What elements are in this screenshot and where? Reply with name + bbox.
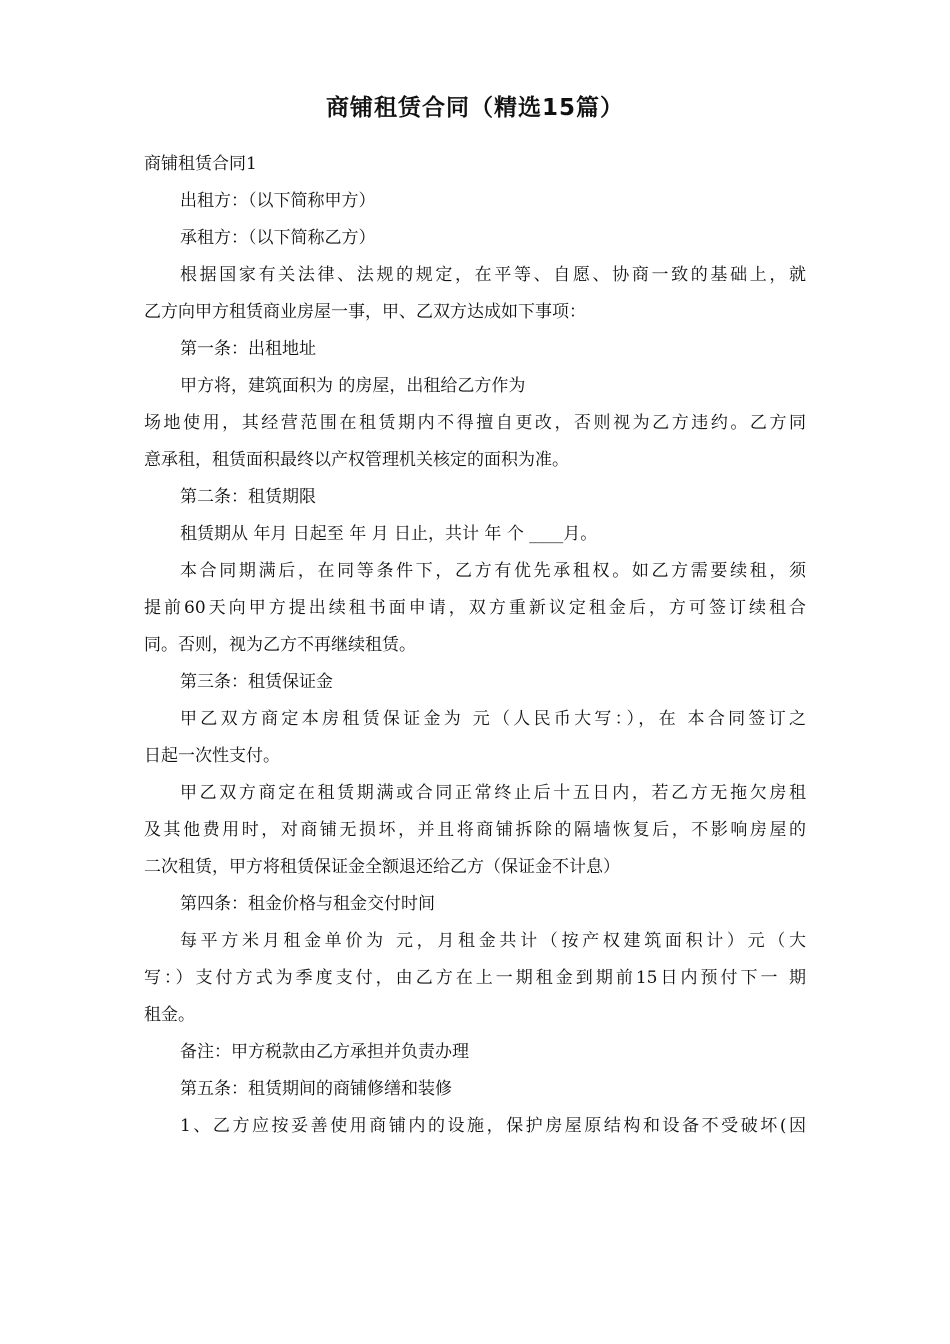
- text-line: 第四条：租金价格与租金交付时间: [180, 894, 435, 914]
- document-title: 商铺租赁合同（精选15篇）: [325, 95, 624, 121]
- text-line: 第五条：租赁期间的商铺修缮和装修: [180, 1079, 452, 1099]
- text-line: 出租方：（以下简称甲方）: [180, 191, 376, 211]
- text-line: 场地使用，其经营范围在租赁期内不得擅自更改，否则视为乙方违约。乙方同: [144, 413, 806, 433]
- text-line: 甲乙双方商定在租赁期满或合同正常终止后十五日内，若乙方无拖欠房租: [180, 783, 806, 803]
- text-line: 每平方米月租金单价为 元，月租金共计（按产权建筑面积计）元（大: [180, 931, 806, 951]
- text-line: 备注：甲方税款由乙方承担并负责办理: [180, 1042, 469, 1062]
- text-line: 本合同期满后，在同等条件下，乙方有优先承租权。如乙方需要续租，须: [180, 561, 806, 581]
- text-line: 第二条：租赁期限: [180, 487, 316, 507]
- text-line: 租赁期从 年月 日起至 年 月 日止，共计 年 个 ____月。: [180, 524, 598, 544]
- text-line: 第一条：出租地址: [180, 339, 316, 359]
- text-line: 同。否则，视为乙方不再继续租赁。: [144, 635, 416, 655]
- text-line: 日起一次性支付。: [144, 746, 280, 766]
- text-line: 商铺租赁合同1: [144, 154, 257, 174]
- text-line: 第三条：租赁保证金: [180, 672, 333, 692]
- document-body: [144, 146, 806, 1145]
- text-line: 意承租，租赁面积最终以产权管理机关核定的面积为准。: [144, 450, 569, 470]
- text-line: 二次租赁，甲方将租赁保证金全额退还给乙方（保证金不计息）: [144, 857, 620, 877]
- text-line: 根据国家有关法律、法规的规定，在平等、自愿、协商一致的基础上，就: [180, 265, 806, 285]
- text-line: 承租方：（以下简称乙方）: [180, 228, 376, 248]
- text-line: 租金。: [144, 1005, 195, 1025]
- text-line: 及其他费用时，对商铺无损坏，并且将商铺拆除的隔墙恢复后，不影响房屋的: [144, 820, 806, 840]
- text-line: 乙方向甲方租赁商业房屋一事，甲、乙双方达成如下事项：: [144, 302, 586, 322]
- text-line: 甲乙双方商定本房租赁保证金为 元（人民币大写：），在 本合同签订之: [180, 709, 806, 729]
- text-line: 甲方将，建筑面积为 的房屋，出租给乙方作为: [180, 376, 526, 396]
- text-line: 提前60天向甲方提出续租书面申请，双方重新议定租金后，方可签订续租合: [144, 598, 806, 618]
- text-line: 写：）支付方式为季度支付，由乙方在上一期租金到期前15日内预付下一 期: [144, 968, 806, 988]
- text-line: 1、乙方应按妥善使用商铺内的设施，保护房屋原结构和设备不受破坏(因: [180, 1116, 806, 1136]
